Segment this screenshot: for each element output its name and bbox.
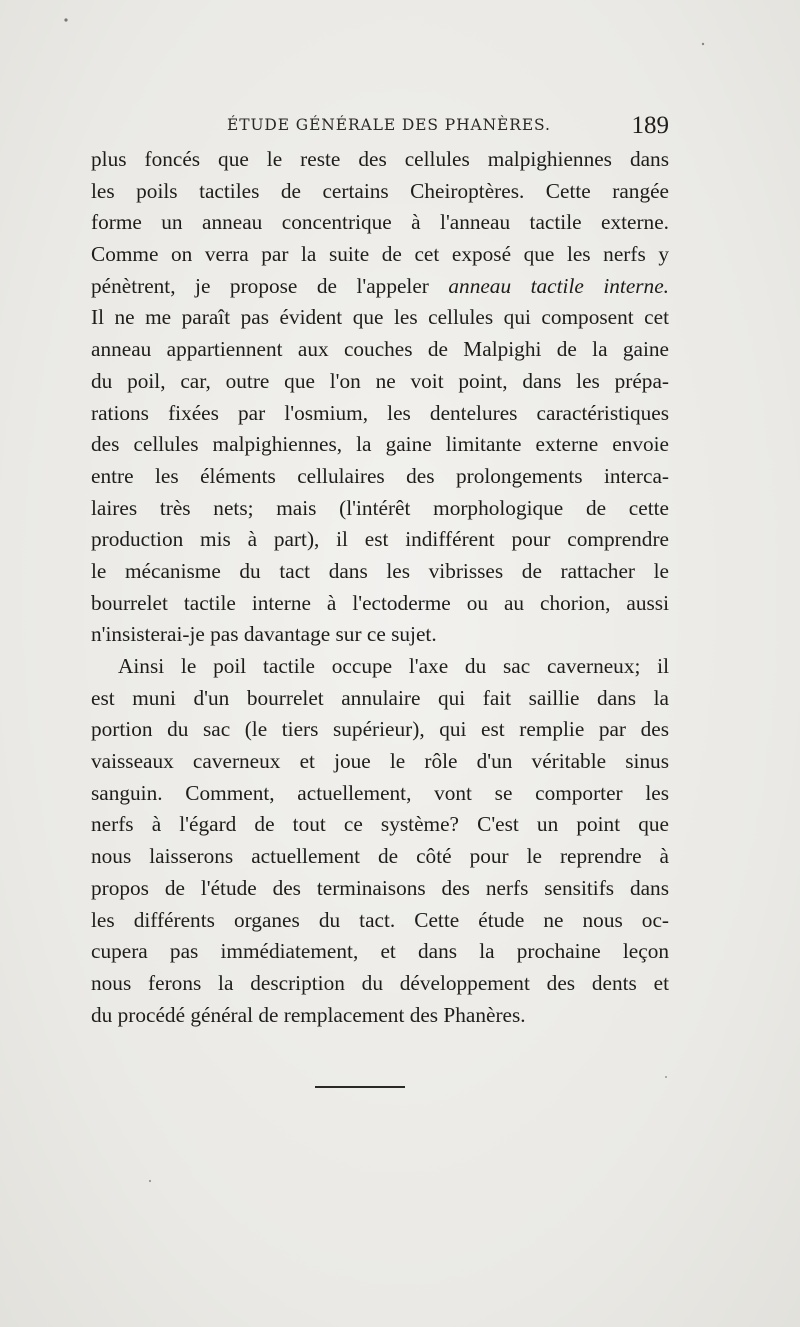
- text-line: sanguin. Comment, actuellement, vont se comporter les: [91, 780, 669, 805]
- text-line: cupera pas immédiatement, et dans la prochaine leçon: [91, 939, 669, 964]
- text-line: Comme on verra par la suite de cet exposé que les nerfs y: [91, 242, 669, 267]
- text-line: Il ne me paraît pas évident que les cellules qui composent cet: [91, 305, 669, 330]
- text-line: portion du sac (le tiers supérieur), qui est remplie par des: [91, 717, 669, 742]
- text-line: les poils tactiles de certains Cheiroptères. Cette rangée: [91, 178, 669, 203]
- body-text: [91, 144, 669, 1031]
- text-line: anneau appartiennent aux couches de Malpighi de la gaine: [91, 337, 669, 362]
- text-line: vaisseaux caverneux et joue le rôle d'un véritable sinus: [91, 749, 669, 774]
- text-line: forme un anneau concentrique à l'anneau tactile externe.: [91, 210, 669, 235]
- text-line: production mis à part), il est indifférent pour comprendre: [91, 527, 669, 552]
- page-number: 189: [631, 112, 669, 139]
- page-header: [91, 112, 669, 142]
- running-head: ÉTUDE GÉNÉRALE DES PHANÈRES.: [227, 116, 551, 134]
- text-line: les différents organes du tact. Cette étude ne nous oc-: [91, 907, 669, 932]
- text-line: rations fixées par l'osmium, les dentelures caractéristiques: [91, 400, 669, 425]
- text-line: nerfs à l'égard de tout ce système? C'est un point que: [91, 812, 669, 837]
- text-line: bourrelet tactile interne à l'ectoderme ou au chorion, aussi: [91, 590, 669, 615]
- paragraph-end-line: n'insisterai-je pas davantage sur ce sujet.: [91, 622, 437, 647]
- text-line: propos de l'étude des terminaisons des nerfs sensitifs dans: [91, 875, 669, 900]
- text-line: des cellules malpighiennes, la gaine limitante externe envoie: [91, 432, 669, 457]
- text-line: nous laisserons actuellement de côté pour le reprendre à: [91, 844, 669, 869]
- text-line-with-term: [91, 271, 669, 303]
- italic-term: anneau tactile interne.: [448, 273, 669, 298]
- text-segment: pénètrent, je propose de l'appeler: [91, 273, 449, 298]
- text-line: nous ferons la description du développement des dents et: [91, 970, 669, 995]
- text-line: laires très nets; mais (l'intérêt morphologique de cette: [91, 495, 669, 520]
- paragraph-end-line: du procédé général de remplacement des Phanères.: [91, 1002, 526, 1027]
- paragraph-first-line: Ainsi le poil tactile occupe l'axe du sac caverneux; il: [118, 654, 669, 678]
- text-line: du poil, car, outre que l'on ne voit point, dans les prépa-: [91, 368, 669, 393]
- text-line: le mécanisme du tact dans les vibrisses de rattacher le: [91, 558, 669, 583]
- section-end-rule: [315, 1086, 405, 1088]
- text-line: est muni d'un bourrelet annulaire qui fait saillie dans la: [91, 685, 669, 710]
- text-line: plus foncés que le reste des cellules malpighiennes dans: [91, 147, 669, 171]
- text-line: entre les éléments cellulaires des prolongements interca-: [91, 463, 669, 488]
